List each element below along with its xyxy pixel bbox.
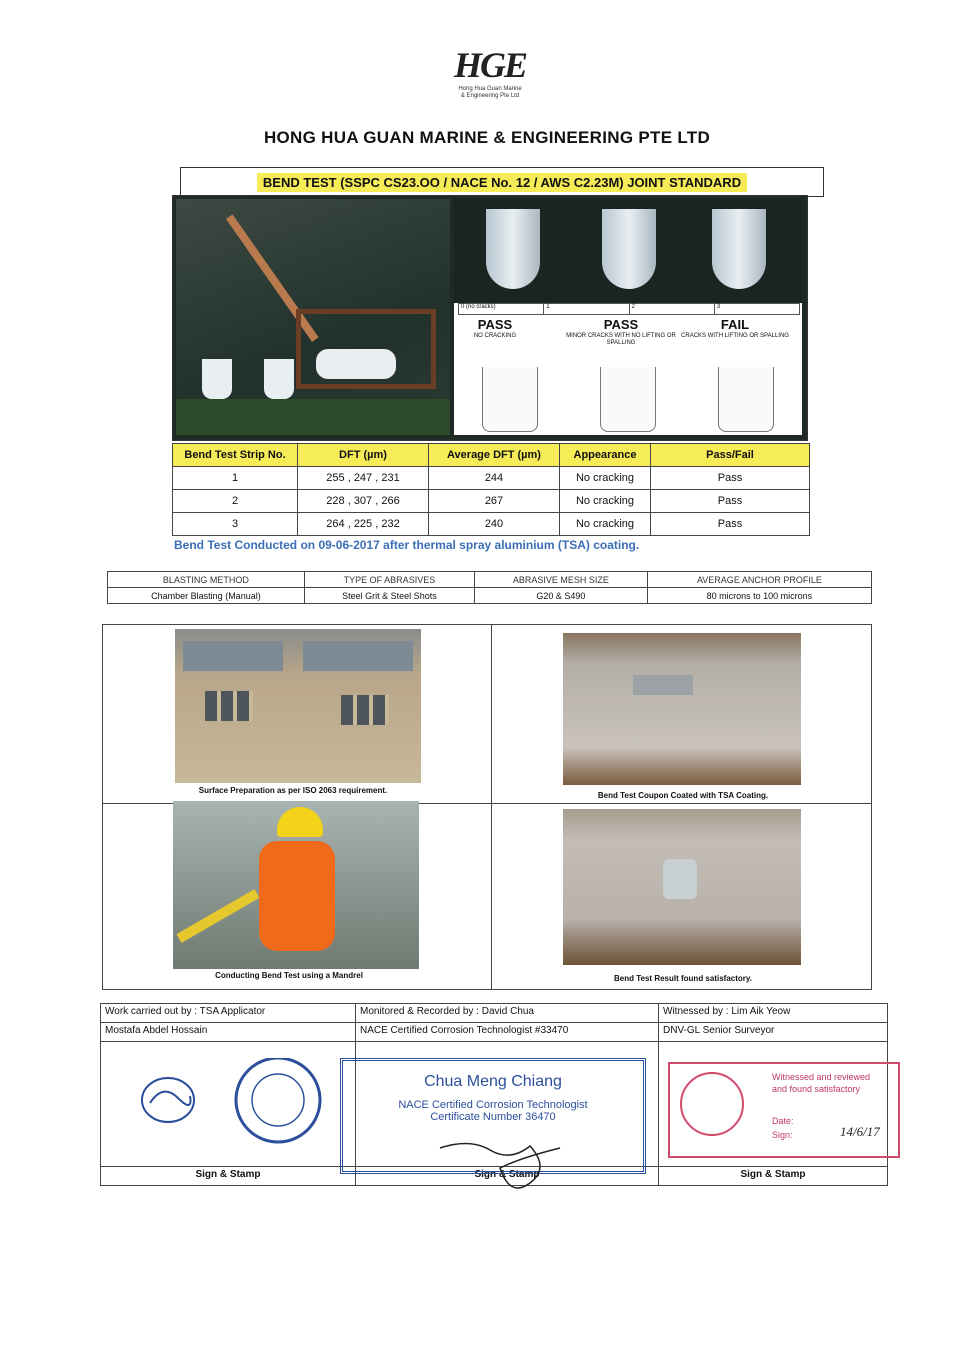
table-row <box>101 1023 888 1042</box>
surface-prep-photo <box>175 629 421 783</box>
cell: 267 <box>429 490 560 513</box>
company-round-stamp-inner <box>252 1074 304 1126</box>
signature-scribble <box>150 1092 191 1105</box>
pass-fail-criteria-chart <box>454 199 802 435</box>
cell: No cracking <box>560 490 651 513</box>
dnv-line-1: Witnessed and reviewed <box>772 1072 871 1082</box>
col-header: ABRASIVE MESH SIZE <box>475 572 648 588</box>
cell: 244 <box>429 467 560 490</box>
col-header: DFT (µm) <box>298 444 429 467</box>
strip-sample-3 <box>712 209 766 289</box>
cell: 3 <box>173 513 298 536</box>
bent-result-coupon <box>663 859 697 899</box>
col-header: Bend Test Strip No. <box>173 444 298 467</box>
document-title-bar <box>180 167 824 197</box>
applicator-stamps <box>138 1058 338 1158</box>
cell: 264 , 225 , 232 <box>298 513 429 536</box>
test-note: Bend Test Conducted on 09-06-2017 after thermal spray aluminium (TSA) coating. <box>174 538 640 552</box>
dnv-line-2: and found satisfactory <box>772 1084 861 1094</box>
company-round-stamp <box>236 1058 320 1142</box>
col-header: Appearance <box>560 444 651 467</box>
dnv-logo <box>680 1072 744 1136</box>
dnv-sign-label: Sign: <box>772 1130 793 1140</box>
dnv-handwritten-date: 14/6/17 <box>840 1124 880 1139</box>
strip-sample-2 <box>602 209 656 289</box>
signature-stroke <box>440 1143 560 1188</box>
col-header: Average DFT (µm) <box>429 444 560 467</box>
scale-num-2: 2 <box>630 304 715 314</box>
result-label-1: PASS <box>477 317 513 332</box>
bend-test-table <box>172 443 810 536</box>
sign-label-2: Sign & Stamp <box>356 1167 659 1186</box>
stamp-line-1: NACE Certified Corrosion Technologist <box>398 1099 588 1111</box>
result-photo <box>563 809 801 965</box>
result-label-2: PASS <box>603 317 639 332</box>
strip-diagram-2 <box>600 367 656 432</box>
col-header: BLASTING METHOD <box>108 572 305 588</box>
company-name: HONG HUA GUAN MARINE & ENGINEERING PTE LTD <box>263 128 711 147</box>
signoff-col1-line1: Work carried out by : TSA Applicator <box>101 1004 356 1023</box>
logo-mark: HGE <box>453 45 526 85</box>
cell: Pass <box>651 490 810 513</box>
hard-hat <box>277 807 323 837</box>
coupons-1 <box>205 691 253 721</box>
dnv-stamp <box>668 1062 900 1158</box>
cell: 2 <box>173 490 298 513</box>
coupons-2 <box>341 695 389 725</box>
table-row <box>101 1004 888 1023</box>
signoff-col1-line2: Mostafa Abdel Hossain <box>101 1023 356 1042</box>
green-base <box>176 399 450 435</box>
worker-photo <box>173 801 419 969</box>
coupon-sample-1 <box>202 359 232 399</box>
grid-divider-v <box>491 625 492 989</box>
stamp-line-2: Certificate Number 36470 <box>430 1111 556 1123</box>
strip-sample-1 <box>486 209 540 289</box>
signoff-col3-line1: Witnessed by : Lim Aik Yeow <box>659 1004 888 1023</box>
col-header: Pass/Fail <box>651 444 810 467</box>
cell: Pass <box>651 467 810 490</box>
scale-num-3: 3 <box>716 304 721 310</box>
stamp-name: Chua Meng Chiang <box>424 1073 562 1090</box>
col-header: TYPE OF ABRASIVES <box>304 572 474 588</box>
result-desc-1: NO CRACKING <box>473 333 517 339</box>
cell: Pass <box>651 513 810 536</box>
caption-4: Bend Test Result found satisfactory. <box>614 974 752 983</box>
coated-coupon-photo <box>563 633 801 785</box>
table-header-row <box>173 444 810 467</box>
cell: 255 , 247 , 231 <box>298 467 429 490</box>
signoff-col3-line2: DNV-GL Senior Surveyor <box>659 1023 888 1042</box>
caption-3: Conducting Bend Test using a Mandrel <box>215 971 363 980</box>
document-title: BEND TEST (SSPC CS23.OO / NACE No. 12 / AWS C2.23M) JOINT STANDARD <box>257 173 747 192</box>
cell: 228 , 307 , 266 <box>298 490 429 513</box>
mandrel-photo <box>176 199 450 435</box>
scale-num-1: 1 <box>544 304 629 314</box>
sign-label-1: Sign & Stamp <box>101 1167 356 1186</box>
criteria-scale <box>458 303 800 315</box>
logo-subtext-1: Hong Hua Guan Marine <box>458 86 522 92</box>
signoff-col2-line1: Monitored & Recorded by : David Chua <box>356 1004 659 1023</box>
worker-coverall <box>259 841 335 951</box>
logo-subtext-2: & Engineering Pte Ltd <box>460 93 520 99</box>
bent-coupon <box>316 349 396 379</box>
table-row <box>173 490 810 513</box>
table-row <box>108 588 872 604</box>
signature-stamp-small <box>142 1078 194 1122</box>
table-header-row <box>108 572 872 588</box>
plate-1 <box>183 641 283 671</box>
cell: 240 <box>429 513 560 536</box>
caption-2: Bend Test Coupon Coated with TSA Coating. <box>597 791 769 800</box>
cell: G20 & S490 <box>475 588 648 604</box>
floor-stripe <box>177 889 260 943</box>
result-desc-3: CRACKS WITH LIFTING OR SPALLING <box>681 333 789 339</box>
cell: 80 microns to 100 microns <box>647 588 871 604</box>
signoff-col2-line2: NACE Certified Corrosion Technologist #33470 <box>356 1023 659 1042</box>
cell: Chamber Blasting (Manual) <box>108 588 305 604</box>
cell: No cracking <box>560 513 651 536</box>
strip-diagram-1 <box>482 367 538 432</box>
nace-signature <box>430 1128 590 1208</box>
caption-1: Surface Preparation as per ISO 2063 requirement. <box>198 786 388 795</box>
table-row <box>173 513 810 536</box>
cell: No cracking <box>560 467 651 490</box>
cell: 1 <box>173 467 298 490</box>
clamp <box>633 675 693 695</box>
sign-label-3: Sign & Stamp <box>659 1167 888 1186</box>
coupon-sample-2 <box>264 359 294 399</box>
result-desc-2: MINOR CRACKS WITH NO LIFTING OR SPALLING <box>566 333 676 346</box>
table-row <box>173 467 810 490</box>
plate-2 <box>303 641 413 671</box>
scale-label: 0 (no cracks) <box>459 304 544 314</box>
blasting-table <box>107 571 872 604</box>
photo-grid <box>102 624 872 990</box>
col-header: AVERAGE ANCHOR PROFILE <box>647 572 871 588</box>
result-label-3: FAIL <box>720 317 750 332</box>
dnv-date-label: Date: <box>772 1116 794 1126</box>
strip-diagram-3 <box>718 367 774 432</box>
company-logo <box>440 44 540 114</box>
cell: Steel Grit & Steel Shots <box>304 588 474 604</box>
